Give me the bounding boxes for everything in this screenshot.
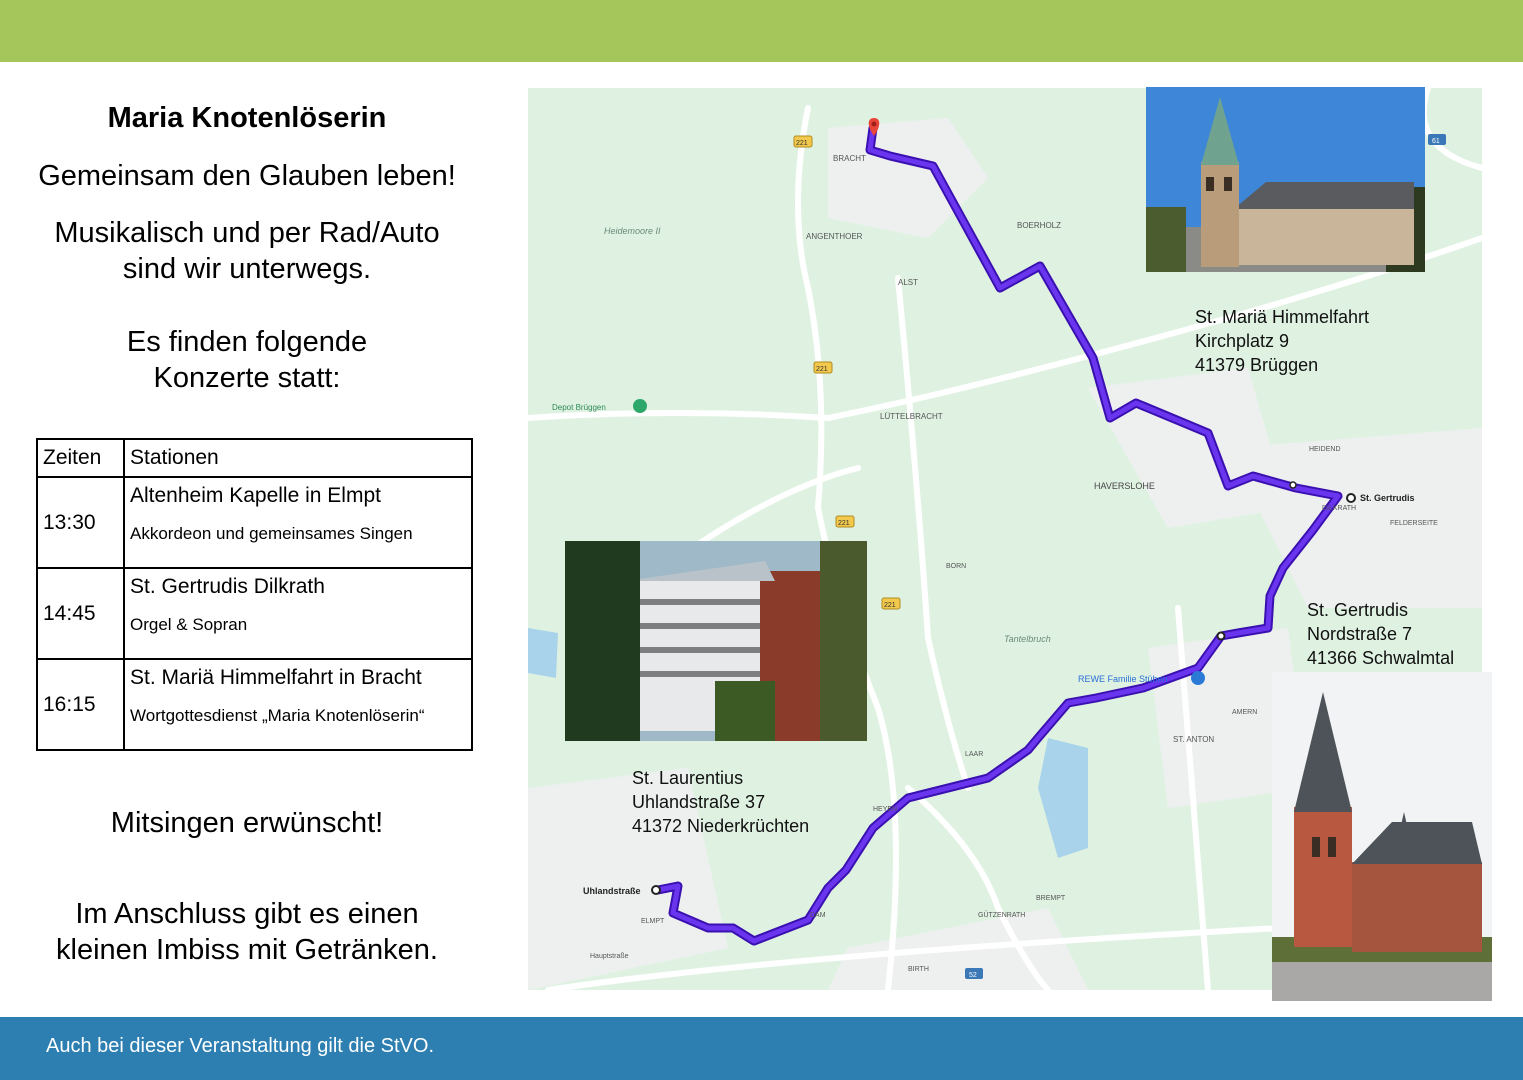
row-station bbox=[124, 477, 472, 568]
road-label: 52 bbox=[969, 972, 977, 979]
column-header-times: Zeiten bbox=[37, 439, 124, 477]
depot-icon bbox=[633, 399, 647, 413]
place-label: REWE Familie Stüben bbox=[1078, 674, 1168, 684]
place-label: ST. ANTON bbox=[1173, 735, 1215, 744]
stop-gertrudis bbox=[1347, 494, 1355, 502]
table-header-row bbox=[37, 439, 472, 477]
waypoint bbox=[1290, 482, 1296, 488]
place-label: GÜTZENRATH bbox=[978, 912, 1026, 919]
row-station bbox=[124, 568, 472, 659]
photo-gertrudis bbox=[1272, 672, 1492, 1001]
place-label: LÜTTELBRACHT bbox=[880, 412, 943, 421]
location-street: Kirchplatz 9 bbox=[1195, 331, 1290, 351]
shopping-icon bbox=[1191, 671, 1205, 685]
settlement-dilkrath bbox=[1228, 428, 1482, 608]
pin-dot bbox=[872, 122, 877, 127]
caption-gertrudis bbox=[1307, 598, 1454, 670]
road-61 bbox=[1424, 88, 1482, 168]
row-time: 14:45 bbox=[37, 568, 124, 659]
snack-line-2: kleinen Imbiss mit Getränken. bbox=[56, 934, 438, 966]
schedule-table bbox=[36, 438, 473, 751]
road bbox=[898, 278, 968, 788]
intro-line-1: Musikalisch und per Rad/Auto bbox=[54, 217, 440, 249]
row-time: 16:15 bbox=[37, 659, 124, 750]
place-label: HEIDEND bbox=[1309, 446, 1341, 453]
concerts-line-2: Konzerte statt: bbox=[153, 362, 341, 394]
location-city: 41379 Brüggen bbox=[1195, 355, 1319, 375]
table-row bbox=[37, 568, 472, 659]
place-label: HAVERSLOHE bbox=[1094, 481, 1155, 491]
sing-along-note: Mitsingen erwünscht! bbox=[110, 807, 384, 839]
place-label: BORN bbox=[946, 563, 967, 570]
place-label: Tantelbruch bbox=[1004, 634, 1051, 644]
station-description: Orgel & Sopran bbox=[130, 615, 248, 634]
place-label: BOERHOLZ bbox=[1017, 221, 1062, 230]
place-label: BIRTH bbox=[908, 966, 929, 973]
place-label: BREMPT bbox=[1036, 895, 1066, 902]
location-city: 41366 Schwalmtal bbox=[1307, 648, 1455, 668]
place-label: DAM bbox=[810, 912, 826, 919]
road-label: 221 bbox=[796, 140, 808, 147]
photo-laurentius bbox=[565, 541, 867, 741]
top-banner bbox=[0, 0, 1523, 62]
table-row bbox=[37, 659, 472, 750]
subtitle: Gemeinsam den Glauben leben! bbox=[38, 160, 456, 192]
station-name: St. Mariä Himmelfahrt in Bracht bbox=[130, 666, 422, 689]
location-name: St. Mariä Himmelfahrt bbox=[1195, 307, 1370, 327]
location-street: Uhlandstraße 37 bbox=[632, 792, 766, 812]
photo-himmelfahrt bbox=[1146, 87, 1425, 272]
road-label: 221 bbox=[816, 366, 828, 373]
row-time: 13:30 bbox=[37, 477, 124, 568]
column-header-stations: Stationen bbox=[124, 439, 472, 477]
place-label: St. Gertrudis bbox=[1360, 493, 1415, 503]
stop-uhlandstrasse bbox=[652, 886, 660, 894]
footer-bar bbox=[0, 1017, 1523, 1080]
church-photo bbox=[1146, 87, 1425, 272]
info-panel bbox=[0, 62, 500, 1017]
place-label: Hauptstraße bbox=[590, 953, 629, 960]
snack-note bbox=[0, 896, 494, 968]
church-photo bbox=[565, 541, 867, 741]
place-label: DILKRATH bbox=[1322, 505, 1357, 512]
place-label: HEYEN bbox=[873, 806, 898, 813]
church-photo bbox=[1272, 672, 1492, 1001]
concerts-line-1: Es finden folgende bbox=[126, 326, 368, 358]
station-description: Wortgottesdienst „Maria Knotenlöserin“ bbox=[130, 706, 425, 725]
place-label: ANGENTHOER bbox=[806, 232, 863, 241]
caption-laurentius bbox=[632, 766, 809, 838]
place-label: ALST bbox=[898, 278, 919, 287]
page-title: Maria Knotenlöserin bbox=[107, 102, 387, 134]
table-row bbox=[37, 477, 472, 568]
place-label: BRACHT bbox=[833, 154, 866, 163]
road-label: 221 bbox=[884, 602, 896, 609]
place-label: Depot Brüggen bbox=[552, 403, 606, 412]
location-name: St. Laurentius bbox=[632, 768, 744, 788]
row-station bbox=[124, 659, 472, 750]
footer-note: Auch bei dieser Veranstaltung gilt die StVO. bbox=[46, 1035, 435, 1057]
concerts-heading bbox=[0, 324, 494, 396]
place-label: Uhlandstraße bbox=[583, 886, 641, 896]
place-label: ELMPT bbox=[641, 918, 665, 925]
intro-text bbox=[0, 215, 494, 287]
lake bbox=[1038, 738, 1088, 858]
caption-himmelfahrt bbox=[1195, 305, 1369, 377]
waypoint bbox=[1218, 633, 1225, 640]
road-label: 221 bbox=[838, 520, 850, 527]
station-name: Altenheim Kapelle in Elmpt bbox=[130, 484, 381, 507]
intro-line-2: sind wir unterwegs. bbox=[122, 253, 372, 285]
place-label: AMERN bbox=[1232, 709, 1258, 716]
location-street: Nordstraße 7 bbox=[1307, 624, 1413, 644]
lake bbox=[528, 628, 558, 678]
place-label: FELDERSEITE bbox=[1390, 520, 1438, 527]
road-label: 61 bbox=[1432, 138, 1440, 145]
station-name: St. Gertrudis Dilkrath bbox=[130, 575, 325, 598]
place-label: LAAR bbox=[965, 751, 984, 758]
station-description: Akkordeon und gemeinsames Singen bbox=[130, 524, 413, 543]
location-city: 41372 Niederkrüchten bbox=[632, 816, 810, 836]
location-name: St. Gertrudis bbox=[1307, 600, 1409, 620]
snack-line-1: Im Anschluss gibt es einen bbox=[75, 898, 419, 930]
place-label: Heidemoore II bbox=[604, 226, 661, 236]
